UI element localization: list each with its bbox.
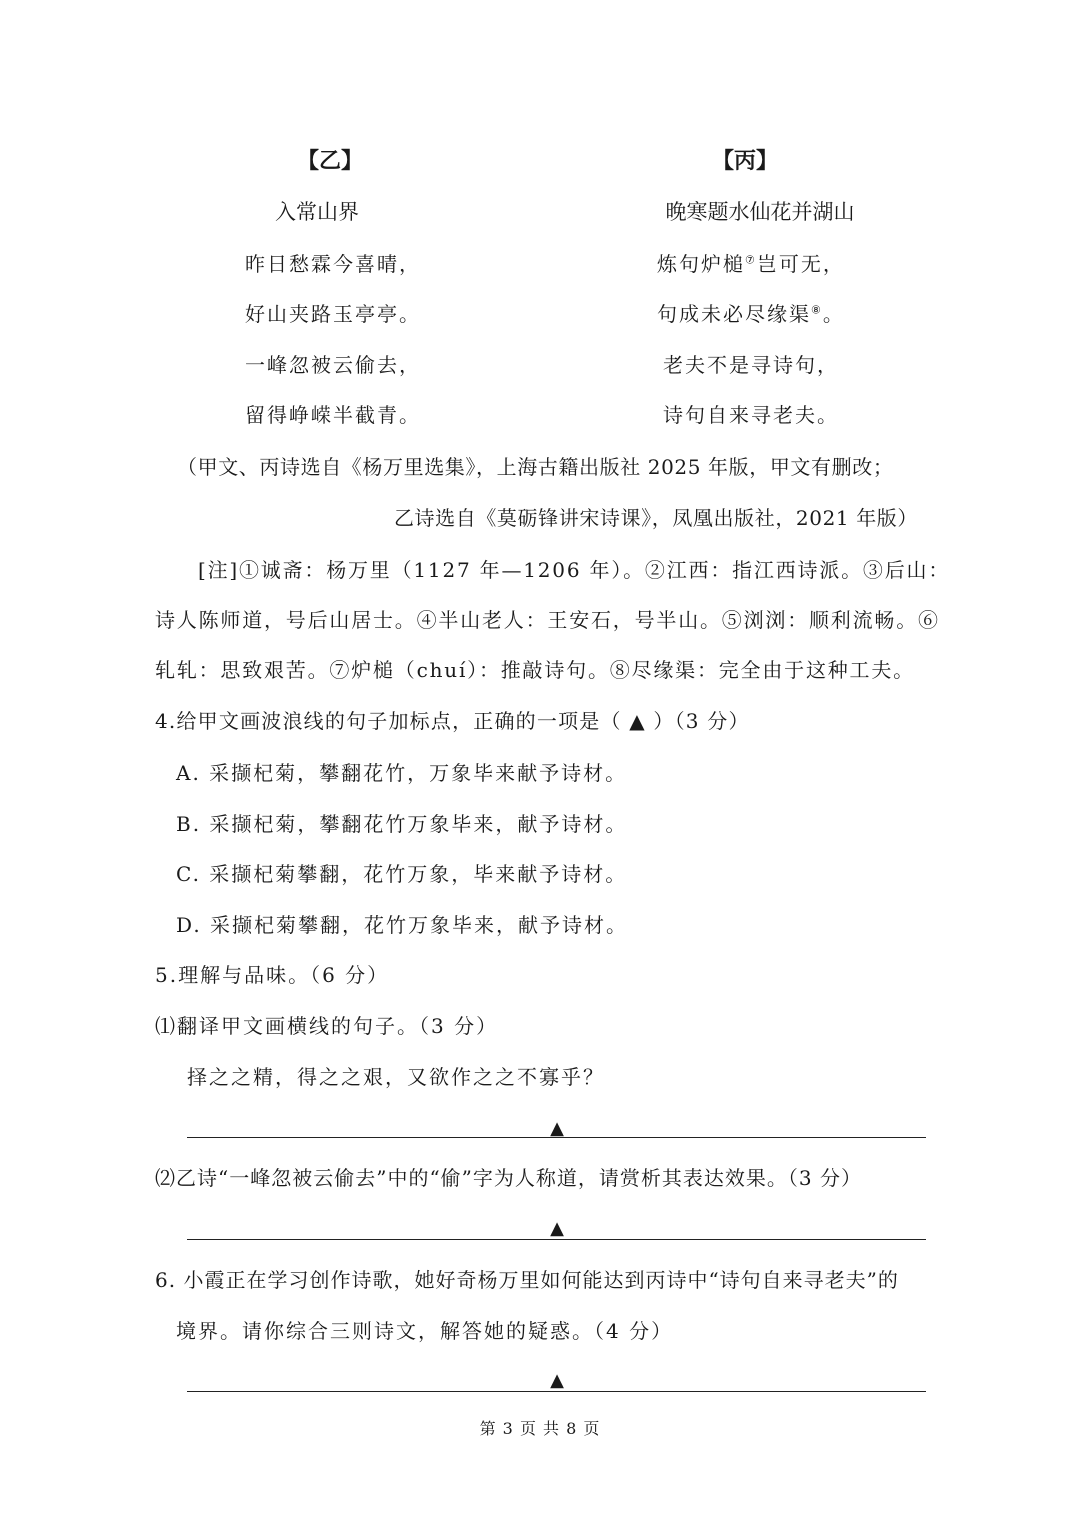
poem-bing-line-2: 句成未必尽缘渠⑧。 bbox=[657, 302, 845, 326]
poem-bing-title: 晚寒题水仙花并湖山 bbox=[665, 200, 855, 224]
answer-mark: ▲ bbox=[550, 1370, 564, 1391]
answer-line[interactable] bbox=[187, 1137, 926, 1138]
poem-bing-line-4: 诗句自来寻老夫。 bbox=[663, 403, 839, 427]
notes-line-2: 诗人陈师道，号后山居士。④半山老人：王安石，号半山。⑤浏浏：顺利流畅。⑥ bbox=[155, 608, 940, 632]
notes-line-3: 轧轧：思致艰苦。⑦炉槌（chuí）：推敲诗句。⑧尽缘渠：完全由于这种工夫。 bbox=[155, 658, 915, 682]
q5-sub1: ⑴翻译甲文画横线的句子。（3 分） bbox=[155, 1014, 499, 1038]
notes-line-1: [注]①诚斋：杨万里（1127 年—1206 年）。②江西：指江西诗派。③后山： bbox=[198, 558, 951, 582]
answer-line[interactable] bbox=[187, 1391, 926, 1392]
q5-sub1-sentence: 择之之精，得之之艰，又欲作之之不寡乎？ bbox=[187, 1065, 605, 1089]
answer-line[interactable] bbox=[187, 1239, 926, 1240]
q4-stem: 4.给甲文画波浪线的句子加标点，正确的一项是（ ▲ ）（3 分） bbox=[155, 709, 750, 733]
q4-option-c: C. 采撷杞菊攀翻，花竹万象，毕来献予诗材。 bbox=[176, 862, 628, 886]
q4-option-a: A. 采撷杞菊，攀翻花竹，万象毕来献予诗材。 bbox=[176, 761, 628, 785]
answer-mark: ▲ bbox=[550, 1118, 564, 1139]
note-marker: ⑦ bbox=[745, 253, 757, 267]
poem-yi-line: 昨日愁霖今喜晴， bbox=[245, 252, 421, 276]
source-line-2: 乙诗选自《莫砺锋讲宋诗课》，凤凰出版社，2021 年版） bbox=[393, 506, 918, 530]
poem-yi-line: 留得峥嵘半截青。 bbox=[245, 403, 421, 427]
q6-line-2: 境界。请你综合三则诗文，解答她的疑惑。（4 分） bbox=[176, 1319, 674, 1343]
q5-sub2: ⑵乙诗“一峰忽被云偷去”中的“偷”字为人称道，请赏析其表达效果。（3 分） bbox=[155, 1166, 862, 1190]
q4-option-b: B. 采撷杞菊，攀翻花竹万象毕来，献予诗材。 bbox=[176, 812, 628, 836]
poem-yi-title: 入常山界 bbox=[275, 200, 359, 224]
answer-mark: ▲ bbox=[550, 1218, 564, 1239]
poem-yi-line: 好山夹路玉亭亭。 bbox=[245, 302, 421, 326]
q5-stem: 5.理解与品味。（6 分） bbox=[155, 963, 390, 987]
source-line-1: （甲文、丙诗选自《杨万里选集》，上海古籍出版社 2025 年版，甲文有删改； bbox=[177, 455, 894, 479]
poem-yi-label: 【乙】 bbox=[296, 148, 363, 174]
note-marker: ⑧ bbox=[811, 303, 823, 317]
page-footer: 第 3 页 共 8 页 bbox=[479, 1419, 601, 1438]
q4-option-d: D. 采撷杞菊攀翻，花竹万象毕来，献予诗材。 bbox=[176, 913, 629, 937]
poem-bing-line-3: 老夫不是寻诗句， bbox=[663, 353, 839, 377]
poem-yi-line: 一峰忽被云偷去， bbox=[245, 353, 421, 377]
poem-bing-line-1: 炼句炉槌⑦岂可无， bbox=[657, 252, 845, 276]
q6-line-1: 6. 小霞正在学习创作诗歌，她好奇杨万里如何能达到丙诗中“诗句自来寻老夫”的 bbox=[155, 1268, 899, 1292]
poem-bing-label: 【丙】 bbox=[711, 148, 778, 174]
